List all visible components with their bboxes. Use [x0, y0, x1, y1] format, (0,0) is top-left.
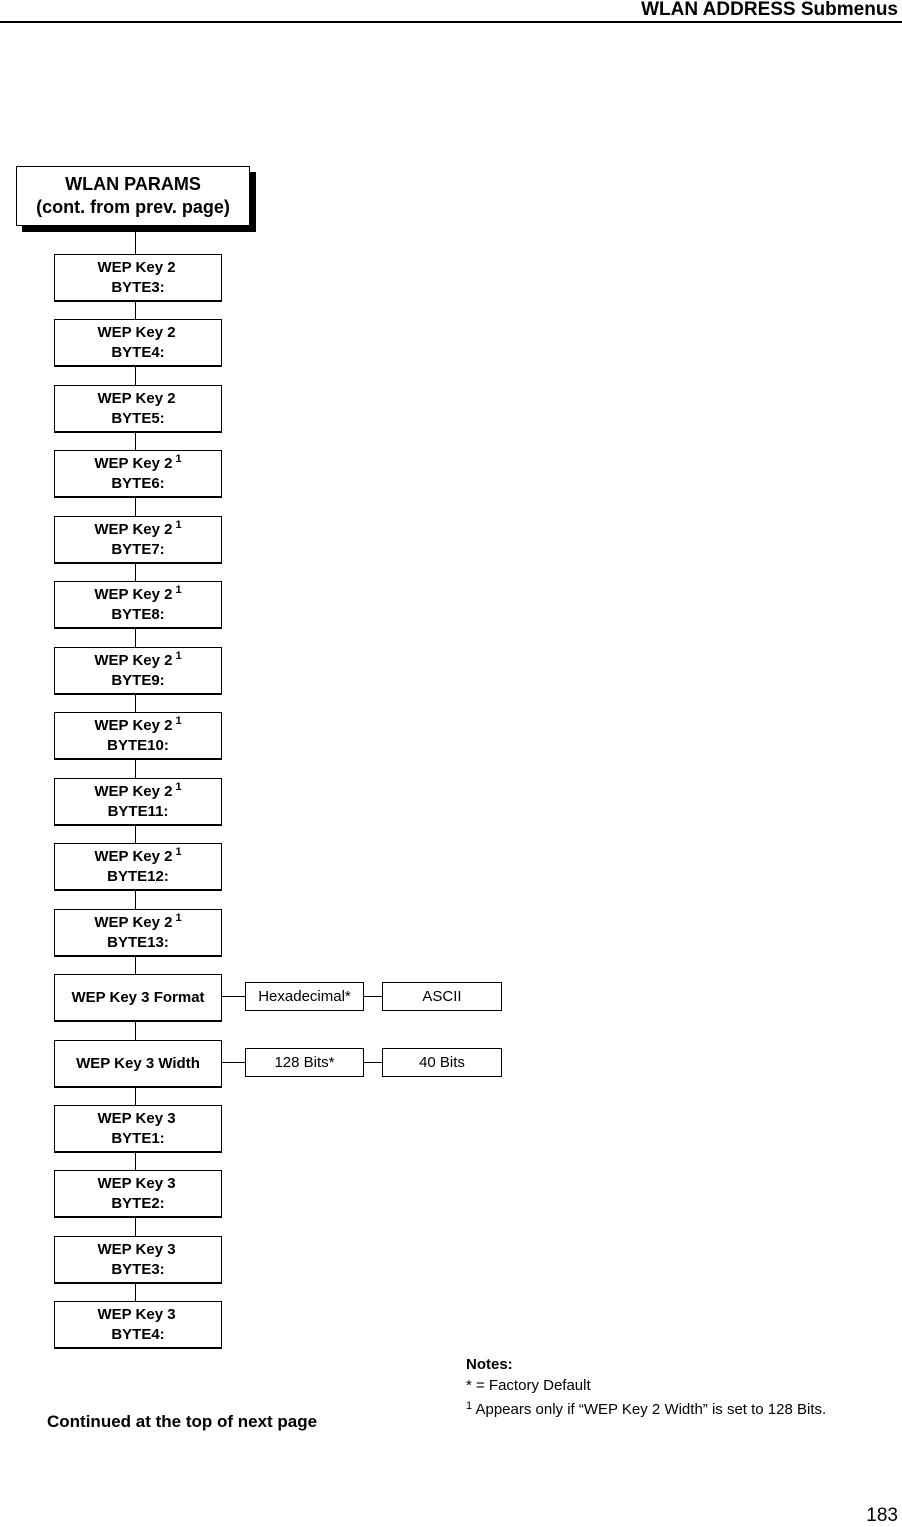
footnote-marker: 1: [175, 714, 182, 727]
format-option-ascii: ASCII: [382, 982, 502, 1011]
node-label: WEP Key 2: [94, 847, 173, 865]
menu-node-wep-key-2-byte12: [54, 843, 222, 891]
menu-node-wep-key-3-byte1: [54, 1105, 222, 1153]
node-sublabel: BYTE10:: [107, 736, 169, 754]
menu-node-wep-key-2-byte4: [54, 319, 222, 367]
footnote-marker: 1: [175, 649, 182, 662]
menu-node-wep-key-2-byte7: [54, 516, 222, 564]
node-label: WEP Key 2: [94, 913, 173, 931]
node-label: WEP Key 3: [97, 1174, 176, 1192]
footnote-marker: 1: [175, 780, 182, 793]
menu-node-wep-key-2-byte10: [54, 712, 222, 760]
node-label: WEP Key 2: [97, 389, 176, 407]
node-label: WEP Key 2: [94, 520, 173, 538]
node-sublabel: BYTE7:: [111, 540, 165, 558]
node-sublabel: BYTE8:: [111, 605, 165, 623]
continued-note: Continued at the top of next page: [47, 1412, 318, 1431]
root-menu-subtitle: (cont. from prev. page): [36, 197, 230, 217]
node-label: WEP Key 2: [97, 323, 176, 341]
node-sublabel: BYTE2:: [111, 1194, 165, 1212]
node-sublabel: BYTE3:: [111, 278, 165, 296]
menu-node-wep-key-3-byte2: [54, 1170, 222, 1218]
menu-node-wep-key-2-byte9: [54, 647, 222, 695]
footnote-1: [466, 1396, 826, 1420]
width-option-connector-line: [364, 1062, 382, 1063]
menu-node-wep-key-2-byte6: [54, 450, 222, 498]
node-label: WEP Key 2: [94, 716, 173, 734]
footnote-marker: 1: [175, 911, 182, 924]
root-menu-box: [16, 166, 250, 226]
width-option-40-bits: 40 Bits: [382, 1048, 502, 1077]
notes-title: Notes:: [466, 1356, 513, 1373]
menu-node-wep-key-2-byte13: [54, 909, 222, 957]
footnote-marker: 1: [466, 1400, 473, 1412]
menu-node-wep-key-2-byte8: [54, 581, 222, 629]
root-menu-title: WLAN PARAMS: [65, 174, 201, 194]
node-sublabel: BYTE3:: [111, 1260, 165, 1278]
footnote-marker: 1: [175, 518, 182, 531]
node-sublabel: BYTE11:: [107, 802, 169, 820]
node-sublabel: BYTE1:: [111, 1129, 165, 1147]
format-option-hexadecimal: Hexadecimal*: [245, 982, 364, 1011]
node-label: WEP Key 3: [97, 1240, 176, 1258]
menu-node-wep-key-2-byte5: [54, 385, 222, 433]
node-label: WEP Key 2: [94, 585, 173, 603]
format-connector-line: [222, 996, 245, 997]
node-sublabel: BYTE4:: [111, 1325, 165, 1343]
header-title: WLAN ADDRESS Submenus: [641, 0, 898, 20]
factory-default-note: * = Factory Default: [466, 1377, 591, 1394]
footnote-text: Appears only if “WEP Key 2 Width” is set to 128 Bits.: [475, 1401, 827, 1418]
node-sublabel: BYTE4:: [111, 343, 165, 361]
node-sublabel: BYTE13:: [107, 933, 169, 951]
node-label: WEP Key 2: [94, 651, 173, 669]
node-label: WEP Key 2: [97, 258, 176, 276]
node-label: WEP Key 3: [97, 1305, 176, 1323]
menu-node-wep-key-2-byte3: [54, 254, 222, 302]
width-option-128-bits: 128 Bits*: [245, 1048, 364, 1077]
page-number: 183: [866, 1505, 898, 1526]
menu-node-wep-key-3-byte3: [54, 1236, 222, 1284]
header-rule: [0, 21, 902, 23]
footnote-marker: 1: [175, 845, 182, 858]
format-option-connector-line: [364, 996, 382, 997]
menu-node-wep-key-2-byte11: [54, 778, 222, 826]
menu-node-wep-key-3-width: [54, 1040, 222, 1088]
notes-block: [466, 1354, 826, 1420]
menu-node-wep-key-3-byte4: [54, 1301, 222, 1349]
footnote-marker: 1: [175, 583, 182, 596]
node-sublabel: BYTE9:: [111, 671, 165, 689]
node-label: WEP Key 3: [97, 1109, 176, 1127]
node-label: WEP Key 3 Width: [76, 1054, 200, 1072]
node-label: WEP Key 2: [94, 454, 173, 472]
node-label: WEP Key 3 Format: [71, 988, 205, 1006]
footnote-marker: 1: [175, 452, 182, 465]
node-sublabel: BYTE5:: [111, 409, 165, 427]
menu-node-wep-key-3-format: [54, 974, 222, 1022]
node-sublabel: BYTE6:: [111, 474, 165, 492]
node-sublabel: BYTE12:: [107, 867, 169, 885]
width-connector-line: [222, 1062, 245, 1063]
node-label: WEP Key 2: [94, 782, 173, 800]
